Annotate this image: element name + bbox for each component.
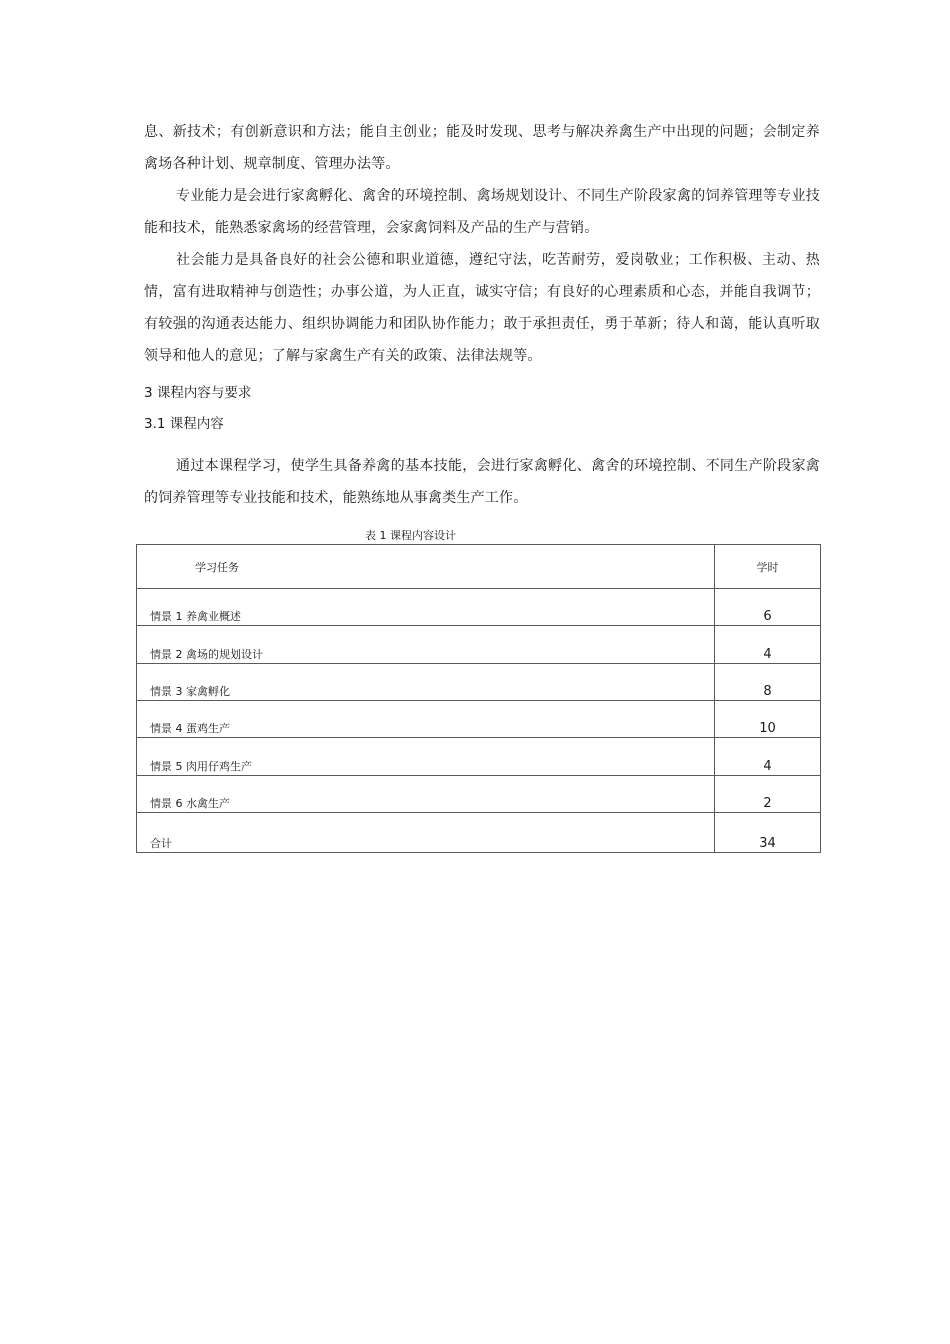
hours-cell: 2 [715, 776, 821, 813]
paragraph-professional-ability: 专业能力是会进行家禽孵化、禽舍的环境控制、禽场规划设计、不同生产阶段家禽的饲养管理等专业技能和技术，能熟悉家禽场的经营管理，会家禽饲料及产品的生产与营销。 [144, 188, 820, 236]
table-row [137, 738, 821, 776]
total-label-cell: 合计 [137, 813, 715, 853]
paragraph-general-ability-continued: 息、新技术；有创新意识和方法；能自主创业；能及时发现、思考与解决养禽生产中出现的问题；会制定养禽场各种计划、规章制度、管理办法等。 [144, 124, 820, 172]
section-heading-3-1: 3.1 课程内容 [144, 416, 224, 432]
table-caption: 表 1 课程内容设计 [365, 529, 456, 542]
paragraph-course-intro: 通过本课程学习，使学生具备养禽的基本技能，会进行家禽孵化、禽舍的环境控制、不同生产阶段家禽的饲养管理等专业技能和技术，能熟练地从事禽类生产工作。 [144, 458, 820, 506]
column-header-task: 学习任务 [137, 545, 715, 589]
table-header-row [137, 545, 821, 589]
task-cell: 情景 2 禽场的规划设计 [137, 626, 715, 664]
task-cell: 情景 3 家禽孵化 [137, 664, 715, 701]
column-header-hours: 学时 [715, 545, 821, 589]
table-row [137, 589, 821, 626]
table-row [137, 664, 821, 701]
table-total-row [137, 813, 821, 853]
task-cell: 情景 5 肉用仔鸡生产 [137, 738, 715, 776]
table-row [137, 626, 821, 664]
hours-cell: 4 [715, 626, 821, 664]
hours-cell: 10 [715, 701, 821, 738]
task-cell: 情景 4 蛋鸡生产 [137, 701, 715, 738]
task-cell: 情景 1 养禽业概述 [137, 589, 715, 626]
table-row [137, 701, 821, 738]
paragraph-social-ability: 社会能力是具备良好的社会公德和职业道德，遵纪守法，吃苦耐劳，爱岗敬业；工作积极、主动、热情，富有进取精神与创造性；办事公道，为人正直，诚实守信；有良好的心理素质和心态，并能自我调节；有较强的沟通表达能力、组织协调能力和团队协作能力；敢于承担责任，勇于革新；待人和蔼，能认真听取领导和他人的意见；了解与家禽生产有关的政策、法律法规等。 [144, 252, 820, 364]
hours-cell: 4 [715, 738, 821, 776]
total-hours-cell: 34 [715, 813, 821, 853]
section-heading-3: 3 课程内容与要求 [144, 385, 252, 401]
hours-cell: 8 [715, 664, 821, 701]
hours-cell: 6 [715, 589, 821, 626]
course-content-table [136, 544, 821, 853]
task-cell: 情景 6 水禽生产 [137, 776, 715, 813]
table-row [137, 776, 821, 813]
